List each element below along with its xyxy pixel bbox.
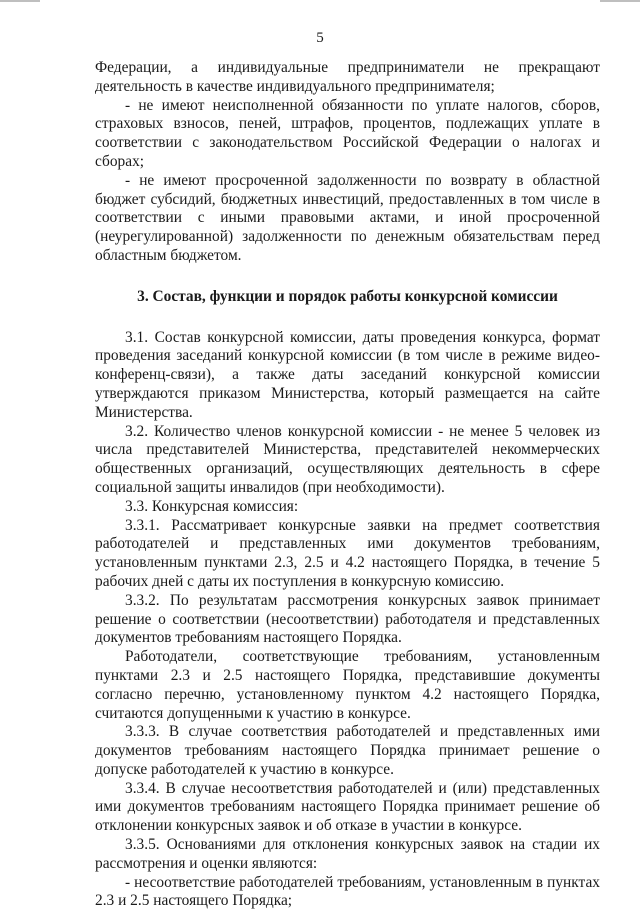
scan-edge-left bbox=[0, 0, 40, 2]
paragraph: Федерации, а индивидуальные предприниматели не прекращают деятельность в качестве индивидуального предпринимателя; bbox=[95, 59, 600, 95]
paragraph: 3.3.4. В случае несоответствия работодателей и (или) представленных ими документов требованиям настоящего Порядка принимает решение об отклонении конкурсных заявок и об отказе в участии в конкурсе. bbox=[95, 779, 600, 835]
paragraph: 3.3.3. В случае соответствия работодателей и представленных ими документов требованиям настоящего Порядка принимает решение о допуске работодателей к участию в конкурсе. bbox=[95, 723, 600, 778]
paragraph: 3.3.2. По результатам рассмотрения конкурсных заявок принимает решение о соответствии (несоответствии) работодателя и представленных документов требованиям настоящего Порядка. bbox=[95, 591, 600, 647]
paragraph: - несоответствие работодателей требованиям, установленным в пунктах 2.3 и 2.5 настоящего Порядка; bbox=[95, 873, 600, 910]
paragraph: Работодатели, соответствующие требованиям, установленным пунктами 2.3 и 2.5 настоящего Порядка, представившие документы согласно перечню, установленному пунктом 4.2 настоящего Порядка, считаются допущенными к участию в конкурсе. bbox=[95, 648, 600, 722]
page-number: 5 bbox=[316, 30, 324, 46]
paragraph: 3.2. Количество членов конкурсной комиссии - не менее 5 человек из числа представителей Министерства, представителей некоммерческих общественных организаций, осуществляющих деятельность в сфере социальной защиты инвалидов (при необходимости). bbox=[95, 422, 600, 496]
paragraph: 3.3.1. Рассматривает конкурсные заявки на предмет соответствия работодателей и представленных ими документов требованиям, установленным пунктами 2.3, 2.5 и 4.2 настоящего Порядка, в течение 5 рабочих дней с даты их поступления в конкурсную комиссию. bbox=[95, 516, 600, 590]
paragraph: - не имеют неисполненной обязанности по уплате налогов, сборов, страховых взносов, пеней, штрафов, процентов, подлежащих уплате в соответствии с законодательством Российской Федерации о налогах и сборах; bbox=[95, 96, 600, 170]
paragraph: 3.3.5. Основаниями для отклонения конкурсных заявок на стадии их рассмотрения и оценки являются: bbox=[95, 836, 600, 872]
document-body bbox=[95, 59, 600, 911]
paragraph: - не имеют просроченной задолженности по возврату в областной бюджет субсидий, бюджетных инвестиций, предоставленных в том числе в соответствии с иными правовыми актами, и иной просроченной (неурегулированной) задолженности по денежным обязательствам перед областным бюджетом. bbox=[95, 171, 600, 264]
paragraph: 3.1. Состав конкурсной комиссии, даты проведения конкурса, формат проведения заседаний конкурсной комиссии (в том числе в режиме видео-конференц-связи), а также даты заседаний конкурсной комиссии утверждаются приказом Министерства, который размещается на сайте Министерства. bbox=[95, 328, 600, 421]
paragraph: 3.3. Конкурсная комиссия: bbox=[125, 497, 299, 515]
scan-edge-right bbox=[600, 0, 640, 2]
section-heading: 3. Состав, функции и порядок работы конкурсной комиссии bbox=[137, 287, 558, 305]
